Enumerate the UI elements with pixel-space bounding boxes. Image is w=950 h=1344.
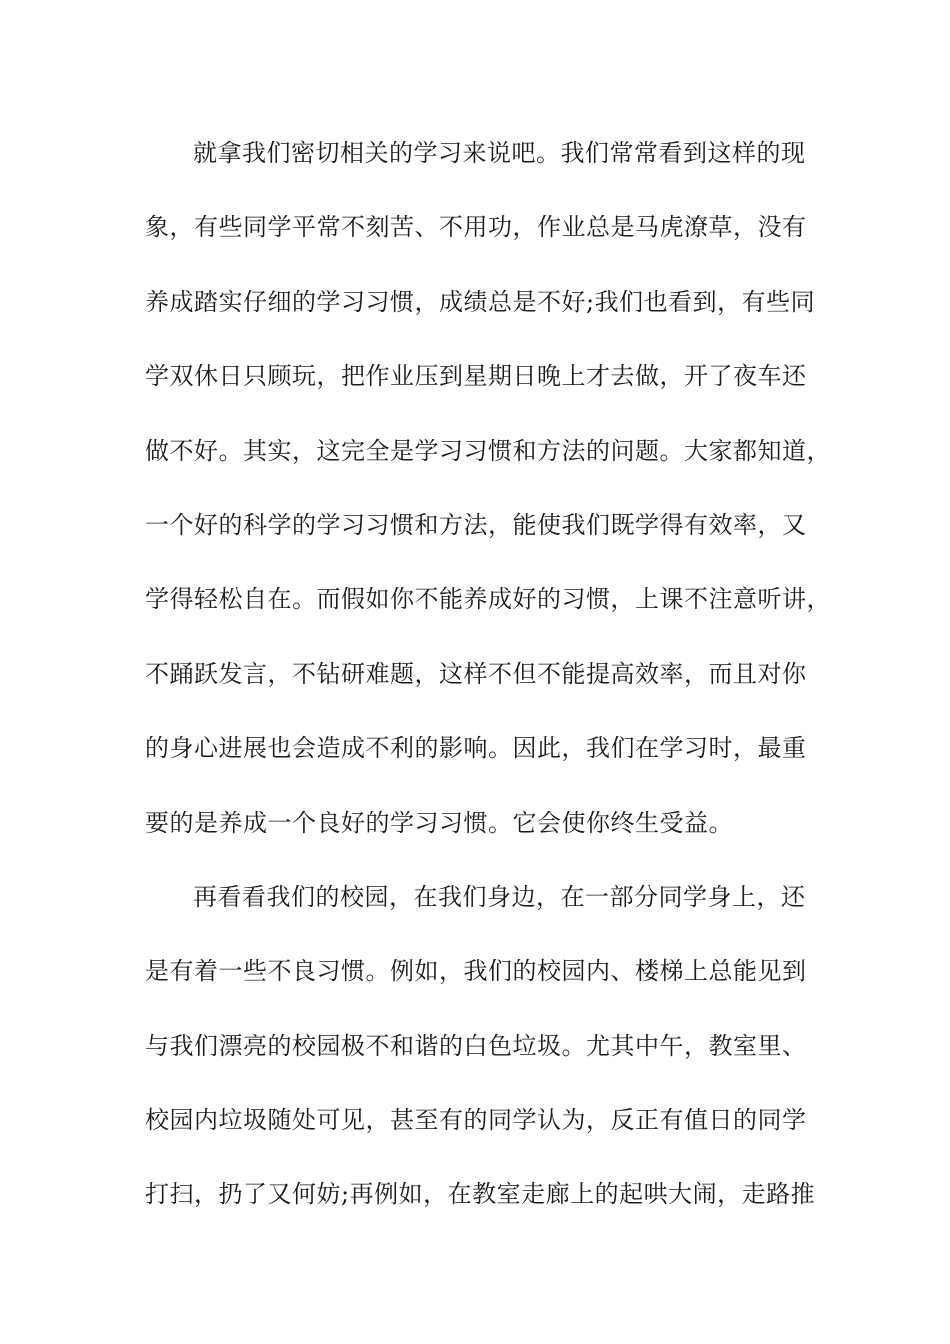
text-line: 校园内垃圾随处可见，甚至有的同学认为，反正有值日的同学	[145, 1106, 807, 1135]
text-line: 不踊跃发言，不钻研难题，这样不但不能提高效率，而且对你	[145, 659, 807, 688]
paragraph-study-habits	[145, 132, 831, 876]
text-line: 是有着一些不良习惯。例如，我们的校园内、楼梯上总能见到	[145, 957, 807, 986]
text-line: 就拿我们密切相关的学习来说吧。我们常常看到这样的现	[193, 139, 806, 167]
text-line: 再看看我们的校园，在我们身边，在一部分同学身上，还	[193, 882, 806, 911]
text-line: 象，有些同学平常不刻苦、不用功，作业总是马虎潦草，没有	[145, 213, 807, 242]
text-line: 打扫，扔了又何妨;再例如，在教室走廊上的起哄大闹，走路推	[145, 1180, 816, 1209]
text-line: 一个好的科学的学习习惯和方法，能使我们既学得有效率，又	[145, 510, 807, 539]
text-line: 养成踏实仔细的学习习惯，成绩总是不好;我们也看到，有些同	[145, 287, 816, 316]
text-line: 做不好。其实，这完全是学习习惯和方法的问题。大家都知道，	[145, 436, 831, 465]
text-line: 要的是养成一个良好的学习习惯。它会使你终生受益。	[145, 808, 733, 837]
text-line: 的身心进展也会造成不利的影响。因此，我们在学习时，最重	[145, 734, 807, 763]
text-line: 学得轻松自在。而假如你不能养成好的习惯，上课不注意听讲，	[145, 585, 831, 614]
document-body	[145, 132, 831, 1248]
text-line: 与我们漂亮的校园极不和谐的白色垃圾。尤其中午，教室里、	[145, 1031, 807, 1060]
paragraph-campus-habits	[145, 876, 825, 1248]
text-line: 学双休日只顾玩，把作业压到星期日晚上才去做，开了夜车还	[145, 362, 807, 391]
